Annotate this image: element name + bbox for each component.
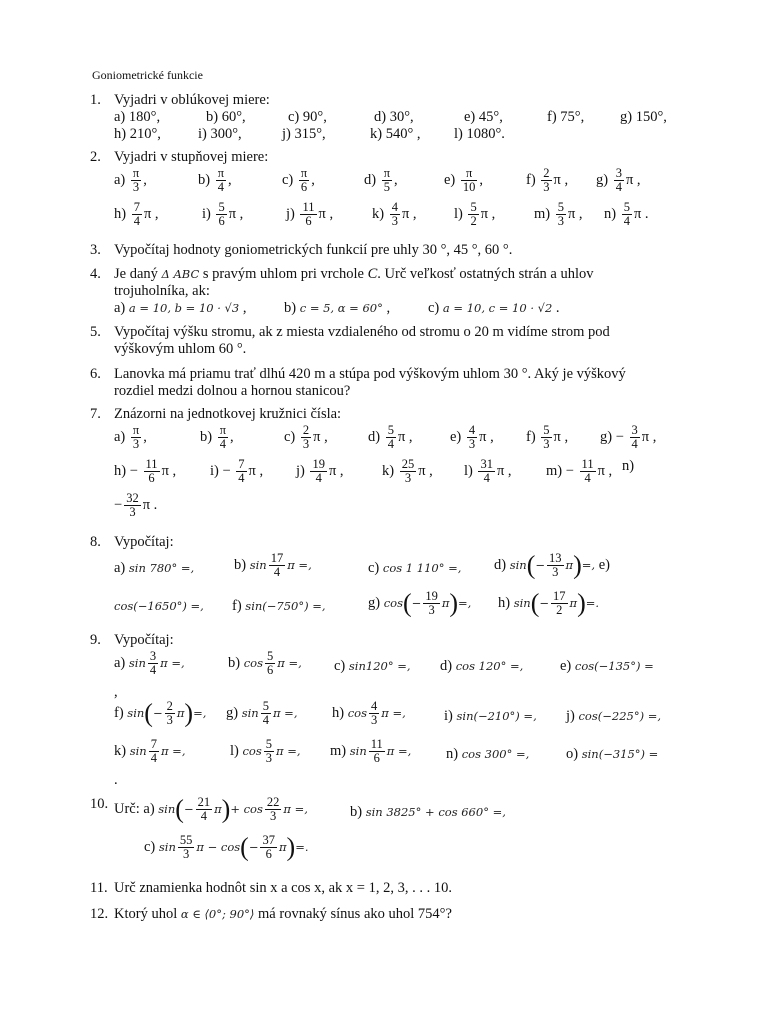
problem-text: Urč znamienka hodnôt sin x a cos x, ak x = 1, 2, 3, . . . 10. xyxy=(114,880,452,896)
item: a) a = 10, b = 10 · √3 , xyxy=(114,300,247,316)
item: e) 45°, xyxy=(464,109,503,125)
trig-item: h) cos $\frac{4}{3}$ π =, xyxy=(332,699,406,728)
problem-text: Lanovka má priamu trať dlhú 420 m a stúpa pod výškovým uhlom 30 °. Aký je výškový xyxy=(114,366,626,382)
item: l) 1080°. xyxy=(454,126,505,142)
fraction-item: a) $\frac{\pi}{3}$ , xyxy=(114,166,147,195)
trig-item: i) sin(−210°) =, xyxy=(444,708,537,724)
problem-text: Znázorni na jednotkovej kružnici čísla: xyxy=(114,406,342,422)
item: f) 75°, xyxy=(547,109,585,125)
item: c) sin $\frac{55}{3}$ π − cos(− $\frac{37}{6}$ π)=. xyxy=(144,832,309,862)
fraction-item: j) $\frac{19}{4}$ π , xyxy=(296,457,344,486)
text: s pravým uhlom pri vrchole xyxy=(202,266,364,282)
item: a) 180°, xyxy=(114,109,161,125)
item: c) a = 10, c = 10 · √2 . xyxy=(428,300,560,316)
problem-number: 2. xyxy=(90,149,101,165)
trig-item: j) cos(−225°) =, xyxy=(566,708,662,724)
item: Urč: a) sin(− $\frac{21}{4}$ π)+ cos $\frac{22}{3}$ π =, xyxy=(114,794,308,824)
trig-item: b) cos $\frac{5}{6}$ π =, xyxy=(228,649,302,678)
trig-item: k) sin $\frac{7}{4}$ π =, xyxy=(114,737,186,766)
item: c) cos 1 110° =, xyxy=(368,560,462,576)
problem-text: trojuholníka, ak: xyxy=(114,283,210,299)
fraction-item: − $\frac{32}{3}$ π . xyxy=(114,491,158,520)
fraction-item: i) − $\frac{7}{4}$ π , xyxy=(210,457,264,486)
trig-item: c) sin120° =, xyxy=(334,658,411,674)
problem-number: 11. xyxy=(90,880,108,896)
fraction-item: m) $\frac{5}{3}$ π , xyxy=(534,200,583,229)
fraction-item: g) $\frac{3}{4}$ π , xyxy=(596,166,641,195)
fraction-item: k) $\frac{25}{3}$ π , xyxy=(382,457,433,486)
problem-number: 5. xyxy=(90,324,101,340)
trig-item: o) sin(−315°) = xyxy=(566,746,659,762)
problem-number: 4. xyxy=(90,266,101,282)
fraction-item: f) $\frac{2}{3}$ π , xyxy=(526,166,569,195)
problem-number: 3. xyxy=(90,242,101,258)
fraction-item: d) $\frac{\pi}{5}$ , xyxy=(364,166,398,195)
item: d) 30°, xyxy=(374,109,414,125)
problem-text: výškovým uhlom 60 °. xyxy=(114,341,247,357)
item: a) sin 780° =, xyxy=(114,560,195,576)
item: b) 60°, xyxy=(206,109,246,125)
problem-text: Vypočítaj výšku stromu, ak z miesta vzdialeného od stromu o 20 m vidíme strom pod xyxy=(114,324,610,340)
fraction-item: g) − $\frac{3}{4}$ π , xyxy=(600,423,657,452)
trig-item: n) cos 300° =, xyxy=(446,746,530,762)
fraction-item: l) $\frac{5}{2}$ π , xyxy=(454,200,496,229)
fraction-item: n) xyxy=(622,458,635,474)
fraction-item: i) $\frac{5}{6}$ π , xyxy=(202,200,244,229)
fraction-item: d) $\frac{5}{4}$ π , xyxy=(368,423,413,452)
item: b) sin 3825° + cos 660° =, xyxy=(350,804,506,820)
fraction-item: h) − $\frac{11}{6}$ π , xyxy=(114,457,177,486)
fraction-item: c) $\frac{2}{3}$ π , xyxy=(284,423,328,452)
trig-item: e) cos(−135°) = xyxy=(560,658,654,674)
problem-number: 6. xyxy=(90,366,101,382)
problem-text: rozdiel medzi dolnou a hornou stanicou? xyxy=(114,383,351,399)
problem-text: Vyjadri v stupňovej miere: xyxy=(114,149,269,165)
item: h) sin(− $\frac{17}{2}$ π)=. xyxy=(498,588,600,618)
problem-text: Vypočítaj hodnoty goniometrických funkcií pre uhly 30 °, 45 °, 60 °. xyxy=(114,242,513,258)
problem-text: Vypočítaj: xyxy=(114,534,174,550)
item: j) 315°, xyxy=(282,126,326,142)
item: cos(−1650°) =, xyxy=(114,599,204,613)
fraction-item: e) $\frac{4}{3}$ π , xyxy=(450,423,494,452)
trig-item: m) sin $\frac{11}{6}$ π =, xyxy=(330,737,412,766)
item: b) sin $\frac{17}{4}$ π =, xyxy=(234,551,312,580)
problem-number: 8. xyxy=(90,534,101,550)
fraction-item: e) $\frac{\pi}{10}$ , xyxy=(444,166,484,195)
item: f) sin(−750°) =, xyxy=(232,598,326,614)
problem-number: 1. xyxy=(90,92,101,108)
item: d) sin(− $\frac{13}{3}$ π)=, e) xyxy=(494,550,610,580)
problem-text: Vypočítaj: xyxy=(114,632,174,648)
fraction-item: l) $\frac{31}{4}$ π , xyxy=(464,457,512,486)
fraction-item: n) $\frac{5}{4}$ π . xyxy=(604,200,649,229)
problem-text xyxy=(114,266,594,283)
text: . Urč veľkosť ostatných strán a uhlov xyxy=(377,266,594,282)
trig-item: a) sin $\frac{3}{4}$ π =, xyxy=(114,649,185,678)
fraction-item: a) $\frac{\pi}{3}$ , xyxy=(114,423,147,452)
fraction-item: c) $\frac{\pi}{6}$ , xyxy=(282,166,315,195)
fraction-item: m) − $\frac{11}{4}$ π , xyxy=(546,457,613,486)
fraction-item: k) $\frac{4}{3}$ π , xyxy=(372,200,417,229)
fraction-item: b) $\frac{\pi}{4}$ , xyxy=(198,166,232,195)
stray-comma: , xyxy=(114,684,118,700)
item: g) cos(− $\frac{19}{3}$ π)=, xyxy=(368,588,472,618)
trig-item: d) cos 120° =, xyxy=(440,658,524,674)
page-title: Goniometrické funkcie xyxy=(92,68,203,82)
problem-number: 7. xyxy=(90,406,101,422)
problem-number: 12. xyxy=(90,906,109,922)
item: b) c = 5, α = 60° , xyxy=(284,300,391,316)
fraction-item: h) $\frac{7}{4}$ π , xyxy=(114,200,159,229)
trig-item: l) cos $\frac{5}{3}$ π =, xyxy=(230,737,301,766)
item: c) 90°, xyxy=(288,109,327,125)
fraction-item: j) $\frac{11}{6}$ π , xyxy=(286,200,334,229)
text: Je daný xyxy=(114,266,158,282)
item: h) 210°, xyxy=(114,126,161,142)
vertex-label: C xyxy=(367,266,378,282)
problem-number: 10. xyxy=(90,796,109,812)
item: g) 150°, xyxy=(620,109,667,125)
fraction-item: b) $\frac{\pi}{4}$ , xyxy=(200,423,234,452)
trig-item: g) sin $\frac{5}{4}$ π =, xyxy=(226,699,298,728)
problem-number: 9. xyxy=(90,632,101,648)
trig-item: f) sin(− $\frac{2}{3}$ π)=, xyxy=(114,698,207,728)
problem-text: Vyjadri v oblúkovej miere: xyxy=(114,92,270,108)
problem-text: Ktorý uhol α ∈ ⟨0°; 90°⟩ má rovnaký sínus ako uhol 754°? xyxy=(114,906,452,922)
triangle-symbol: Δ ABC xyxy=(161,267,200,281)
fraction-item: f) $\frac{5}{3}$ π , xyxy=(526,423,569,452)
item: i) 300°, xyxy=(198,126,242,142)
item: k) 540° , xyxy=(370,126,421,142)
stray-dot: . xyxy=(114,772,118,788)
